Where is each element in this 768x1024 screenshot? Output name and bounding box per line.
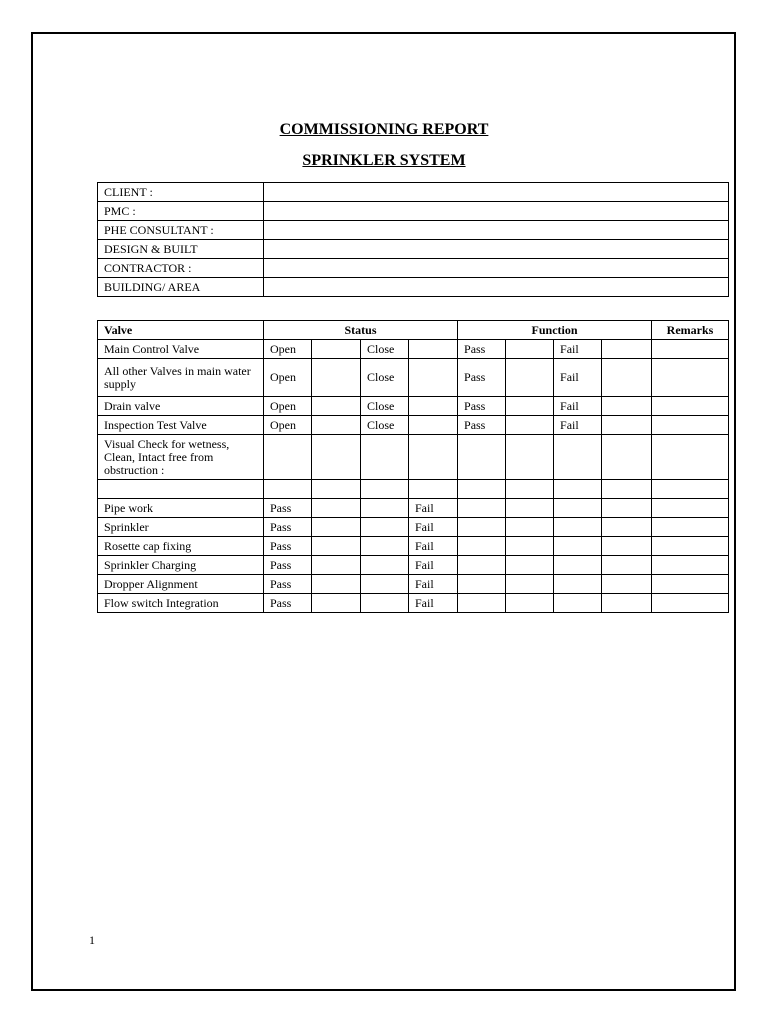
checkbox-cell[interactable]: [506, 435, 554, 480]
info-value-field[interactable]: [264, 240, 729, 259]
checkbox-cell[interactable]: [361, 575, 409, 594]
checkbox-cell[interactable]: [458, 556, 506, 575]
row-item-label: Inspection Test Valve: [98, 416, 264, 435]
table-row: [98, 499, 729, 518]
option-label-cell: Pass: [264, 537, 312, 556]
checkbox-cell[interactable]: [506, 499, 554, 518]
checkbox-cell[interactable]: [361, 480, 409, 499]
checkbox-cell[interactable]: [652, 556, 729, 575]
commissioning-checklist-table: [97, 320, 729, 613]
checkbox-cell[interactable]: [409, 435, 458, 480]
table-row: [98, 518, 729, 537]
option-label-cell: Fail: [554, 340, 602, 359]
checkbox-cell[interactable]: [506, 480, 554, 499]
option-label-cell: Pass: [264, 499, 312, 518]
checkbox-cell[interactable]: [652, 435, 729, 480]
checkbox-cell[interactable]: [312, 556, 361, 575]
valve-header: Valve: [98, 321, 264, 340]
checkbox-cell[interactable]: [652, 499, 729, 518]
checkbox-cell[interactable]: [312, 435, 361, 480]
function-header: Function: [458, 321, 652, 340]
checkbox-cell[interactable]: [602, 359, 652, 397]
project-info-table: [97, 182, 729, 297]
checkbox-cell[interactable]: [602, 537, 652, 556]
checkbox-cell[interactable]: [458, 435, 506, 480]
checkbox-cell[interactable]: [554, 575, 602, 594]
checkbox-cell[interactable]: [409, 416, 458, 435]
option-label-cell: Fail: [409, 575, 458, 594]
info-label: PHE CONSULTANT :: [98, 221, 264, 240]
option-label-cell: Close: [361, 359, 409, 397]
checkbox-cell[interactable]: [458, 480, 506, 499]
checkbox-cell[interactable]: [602, 556, 652, 575]
checkbox-cell[interactable]: [361, 518, 409, 537]
checkbox-cell[interactable]: [554, 499, 602, 518]
checkbox-cell[interactable]: [361, 594, 409, 613]
checkbox-cell[interactable]: [409, 397, 458, 416]
row-item-label: Flow switch Integration: [98, 594, 264, 613]
info-value-field[interactable]: [264, 202, 729, 221]
table-row: [98, 575, 729, 594]
table-row: [98, 397, 729, 416]
checkbox-cell[interactable]: [312, 340, 361, 359]
checkbox-cell[interactable]: [361, 556, 409, 575]
option-label-cell: Pass: [458, 416, 506, 435]
info-row: [98, 259, 729, 278]
option-label-cell: Pass: [264, 518, 312, 537]
checkbox-cell[interactable]: [506, 416, 554, 435]
checkbox-cell[interactable]: [361, 499, 409, 518]
checkbox-cell[interactable]: [506, 359, 554, 397]
info-label: DESIGN & BUILT: [98, 240, 264, 259]
option-label-cell: Pass: [264, 556, 312, 575]
checkbox-cell[interactable]: [264, 480, 312, 499]
option-label-cell: Close: [361, 397, 409, 416]
info-row: [98, 202, 729, 221]
option-label-cell: Open: [264, 397, 312, 416]
checkbox-cell[interactable]: [312, 594, 361, 613]
checkbox-cell[interactable]: [506, 397, 554, 416]
checkbox-cell[interactable]: [312, 359, 361, 397]
option-label-cell: Open: [264, 359, 312, 397]
report-subtitle: SPRINKLER SYSTEM: [302, 152, 466, 169]
row-item-label: Sprinkler Charging: [98, 556, 264, 575]
option-label-cell: Open: [264, 340, 312, 359]
checkbox-cell[interactable]: [554, 518, 602, 537]
checkbox-cell[interactable]: [409, 340, 458, 359]
checkbox-cell[interactable]: [312, 480, 361, 499]
report-title: COMMISSIONING REPORT: [279, 121, 489, 138]
option-label-cell: Pass: [264, 594, 312, 613]
checkbox-cell[interactable]: [312, 397, 361, 416]
option-label-cell: Fail: [554, 397, 602, 416]
checkbox-cell[interactable]: [506, 575, 554, 594]
checkbox-cell[interactable]: [409, 359, 458, 397]
checkbox-cell[interactable]: [409, 480, 458, 499]
checkbox-cell[interactable]: [312, 499, 361, 518]
info-row: [98, 183, 729, 202]
checkbox-cell[interactable]: [652, 397, 729, 416]
checkbox-cell[interactable]: [602, 518, 652, 537]
status-header: Status: [264, 321, 458, 340]
option-label-cell: Close: [361, 416, 409, 435]
checkbox-cell[interactable]: [602, 340, 652, 359]
page-number: 1: [89, 933, 95, 947]
checkbox-cell[interactable]: [506, 537, 554, 556]
table-row: [98, 480, 729, 499]
checkbox-cell[interactable]: [506, 340, 554, 359]
checkbox-cell[interactable]: [652, 518, 729, 537]
checkbox-cell[interactable]: [602, 480, 652, 499]
info-value-field[interactable]: [264, 221, 729, 240]
row-item-label: Rosette cap fixing: [98, 537, 264, 556]
table-row: [98, 594, 729, 613]
checkbox-cell[interactable]: [458, 575, 506, 594]
info-row: [98, 278, 729, 297]
checkbox-cell[interactable]: [602, 435, 652, 480]
option-label-cell: Fail: [554, 359, 602, 397]
checkbox-cell[interactable]: [361, 537, 409, 556]
remarks-header: Remarks: [652, 321, 729, 340]
info-label: BUILDING/ AREA: [98, 278, 264, 297]
checkbox-cell[interactable]: [264, 435, 312, 480]
checkbox-cell[interactable]: [554, 594, 602, 613]
checkbox-cell[interactable]: [554, 480, 602, 499]
option-label-cell: Pass: [264, 575, 312, 594]
option-label-cell: Pass: [458, 359, 506, 397]
option-label-cell: Pass: [458, 397, 506, 416]
option-label-cell: Fail: [554, 416, 602, 435]
info-value-field[interactable]: [264, 259, 729, 278]
table-row: [98, 340, 729, 359]
row-item-label: Visual Check for wetness, Clean, Intact free from obstruction :: [98, 435, 264, 480]
checkbox-cell[interactable]: [554, 435, 602, 480]
row-item-label: Main Control Valve: [98, 340, 264, 359]
option-label-cell: Open: [264, 416, 312, 435]
table-row: [98, 435, 729, 480]
checkbox-cell[interactable]: [602, 499, 652, 518]
checkbox-cell[interactable]: [312, 575, 361, 594]
checkbox-cell[interactable]: [506, 594, 554, 613]
info-row: [98, 221, 729, 240]
row-item-label: All other Valves in main water supply: [98, 359, 264, 397]
checkbox-cell[interactable]: [652, 537, 729, 556]
checkbox-cell[interactable]: [458, 518, 506, 537]
table-row: [98, 359, 729, 397]
checkbox-cell[interactable]: [602, 594, 652, 613]
table-row: [98, 556, 729, 575]
info-value-field[interactable]: [264, 183, 729, 202]
checkbox-cell[interactable]: [506, 518, 554, 537]
row-item-label: Dropper Alignment: [98, 575, 264, 594]
checkbox-cell[interactable]: [554, 556, 602, 575]
row-item-label: Pipe work: [98, 499, 264, 518]
option-label-cell: Fail: [409, 537, 458, 556]
option-label-cell: Fail: [409, 518, 458, 537]
option-label-cell: Pass: [458, 340, 506, 359]
checkbox-cell[interactable]: [458, 594, 506, 613]
checkbox-cell[interactable]: [652, 480, 729, 499]
checkbox-cell[interactable]: [602, 397, 652, 416]
checkbox-cell[interactable]: [652, 416, 729, 435]
option-label-cell: Fail: [409, 499, 458, 518]
checkbox-cell[interactable]: [312, 518, 361, 537]
checkbox-cell[interactable]: [458, 537, 506, 556]
checkbox-cell[interactable]: [554, 537, 602, 556]
checkbox-cell[interactable]: [312, 416, 361, 435]
table-row: [98, 537, 729, 556]
option-label-cell: Fail: [409, 556, 458, 575]
checkbox-cell[interactable]: [602, 416, 652, 435]
checkbox-cell[interactable]: [652, 340, 729, 359]
info-row: [98, 240, 729, 259]
option-label-cell: Close: [361, 340, 409, 359]
row-item-label: [98, 480, 264, 499]
checkbox-cell[interactable]: [458, 499, 506, 518]
table-row: [98, 416, 729, 435]
checkbox-cell[interactable]: [652, 575, 729, 594]
info-label: PMC :: [98, 202, 264, 221]
option-label-cell: Fail: [409, 594, 458, 613]
info-label: CONTRACTOR :: [98, 259, 264, 278]
row-item-label: Drain valve: [98, 397, 264, 416]
table-header-row: [98, 321, 729, 340]
checkbox-cell[interactable]: [361, 435, 409, 480]
row-item-label: Sprinkler: [98, 518, 264, 537]
checkbox-cell[interactable]: [602, 575, 652, 594]
info-label: CLIENT :: [98, 183, 264, 202]
checkbox-cell[interactable]: [652, 359, 729, 397]
checkbox-cell[interactable]: [312, 537, 361, 556]
checkbox-cell[interactable]: [506, 556, 554, 575]
checkbox-cell[interactable]: [652, 594, 729, 613]
info-value-field[interactable]: [264, 278, 729, 297]
